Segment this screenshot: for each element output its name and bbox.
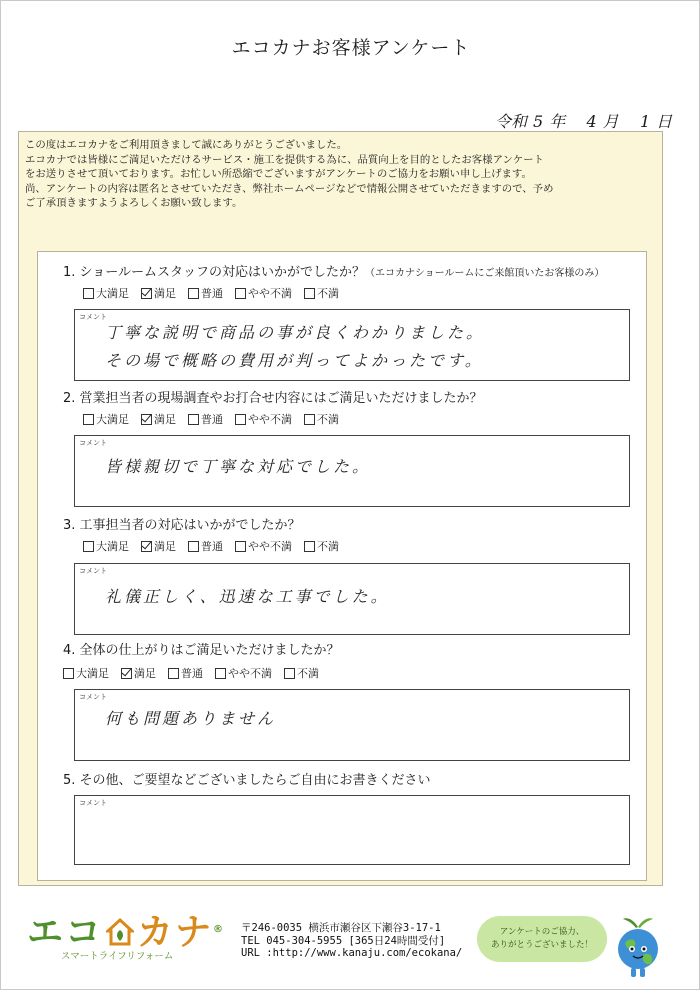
intro-line: ご了承頂きますようよろしくお願い致します。 <box>25 197 243 210</box>
checkbox[interactable] <box>215 668 226 679</box>
intro-text <box>25 138 661 211</box>
option-label: 満足 <box>154 540 176 553</box>
option-2[interactable] <box>141 411 176 427</box>
question-2-options <box>83 411 351 427</box>
checked-checkbox[interactable] <box>141 288 152 299</box>
question-2-title: 2. 営業担当者の現場調査やお打合せ内容にはご満足いただけましたか？ <box>63 391 483 406</box>
option-label: やや不満 <box>228 667 272 680</box>
question-2-comment-box[interactable] <box>74 435 630 507</box>
option-label: 不満 <box>317 287 339 300</box>
checkbox[interactable] <box>304 288 315 299</box>
option-4[interactable] <box>235 538 292 554</box>
checkbox[interactable] <box>168 668 179 679</box>
address-line: 〒246-0035 横浜市瀬谷区下瀬谷3-17-1 <box>241 922 441 934</box>
house-icon <box>106 915 134 945</box>
option-label: 満足 <box>134 667 156 680</box>
intro-line: この度はエコカナをご利用頂きまして誠にありがとうございました。 <box>25 139 348 151</box>
question-5-title: 5. その他、ご要望などございましたらご自由にお書きください <box>63 773 431 788</box>
option-1[interactable] <box>83 411 129 427</box>
question-3-comment-box[interactable] <box>74 563 630 635</box>
option-2[interactable] <box>141 285 176 301</box>
date-day-unit: 日 <box>656 112 673 131</box>
option-5[interactable] <box>304 411 339 427</box>
option-3[interactable] <box>188 411 223 427</box>
checkbox[interactable] <box>235 541 246 552</box>
thanks-speech-bubble <box>477 916 607 962</box>
tel-line: TEL 045-304-5955 [365日24時間受付] <box>241 934 446 947</box>
option-label: 不満 <box>317 540 339 553</box>
earth-mascot-icon <box>607 913 669 983</box>
option-5[interactable] <box>304 285 339 301</box>
option-3[interactable] <box>188 538 223 554</box>
checkbox[interactable] <box>83 414 94 425</box>
question-2-comment-line-1: 皆様親切で丁寧な対応でした。 <box>105 457 372 476</box>
question-1-title: 1. ショールームスタッフの対応はいかがでしたか？（エコカナショールームにご来館頂いたお客様のみ） <box>63 265 605 280</box>
option-1[interactable] <box>63 665 109 681</box>
question-1-note: （エコカナショールームにご来館頂いたお客様のみ） <box>365 268 605 279</box>
option-2[interactable] <box>121 665 156 681</box>
comment-label: コメント <box>79 799 107 807</box>
checkbox[interactable] <box>235 414 246 425</box>
checked-checkbox[interactable] <box>121 668 132 679</box>
intro-line: をお送りさせて頂いております。お忙しい所恐縮でございますがアンケートのご協力をお願い申し上げます。 <box>25 168 532 181</box>
option-label: 普通 <box>201 540 223 553</box>
option-4[interactable] <box>235 411 292 427</box>
logo-subtitle: スマートライフリフォーム <box>61 951 174 962</box>
bubble-line: ありがとうございました！ <box>490 940 593 950</box>
company-address <box>241 922 462 960</box>
logo-registered-mark: ® <box>213 924 226 935</box>
question-1-comment-line-2: その場で概略の費用が判ってよかったです。 <box>105 351 484 370</box>
question-4-comment-box[interactable] <box>74 689 630 761</box>
date-month: 4 <box>586 112 597 131</box>
option-label: 普通 <box>201 413 223 426</box>
checked-checkbox[interactable] <box>141 541 152 552</box>
question-1-options <box>83 285 351 301</box>
comment-label: コメント <box>79 567 107 575</box>
checkbox[interactable] <box>284 668 295 679</box>
checkbox[interactable] <box>188 288 199 299</box>
option-5[interactable] <box>284 665 319 681</box>
option-label: 満足 <box>154 413 176 426</box>
question-1-comment-box[interactable] <box>74 309 630 381</box>
question-4-options <box>63 665 331 681</box>
date-day: 1 <box>639 112 651 131</box>
question-3-title: 3. 工事担当者の対応はいかがでしたか？ <box>63 518 301 533</box>
comment-label: コメント <box>79 313 107 321</box>
date-year: 5 <box>533 112 544 131</box>
comment-label: コメント <box>79 439 107 447</box>
checkbox[interactable] <box>304 541 315 552</box>
url-line: URL :http://www.kanaju.com/ecokana/ <box>241 947 463 959</box>
option-label: やや不満 <box>248 540 292 553</box>
checkbox[interactable] <box>83 288 94 299</box>
question-3-options <box>83 538 351 554</box>
question-4-title: 4. 全体の仕上がりはご満足いただけましたか？ <box>63 643 340 658</box>
option-label: 大満足 <box>76 667 109 680</box>
option-label: 満足 <box>154 287 176 300</box>
intro-line: エコカナでは皆様にご満足いただけるサービス・施工を提供する為に、品質向上を目的としたお客様アンケート <box>25 153 544 166</box>
checkbox[interactable] <box>235 288 246 299</box>
survey-title: エコカナお客様アンケート <box>231 37 471 59</box>
option-2[interactable] <box>141 538 176 554</box>
option-3[interactable] <box>188 285 223 301</box>
option-4[interactable] <box>215 665 272 681</box>
comment-label: コメント <box>79 693 107 701</box>
option-1[interactable] <box>83 538 129 554</box>
logo-text-left: エコ <box>27 912 104 953</box>
bubble-line: アンケートのご協力、 <box>499 927 585 937</box>
checked-checkbox[interactable] <box>141 414 152 425</box>
option-label: 普通 <box>181 667 203 680</box>
question-1-comment-line-1: 丁寧な説明で商品の事が良くわかりました。 <box>105 323 486 342</box>
date-month-unit: 月 <box>602 112 619 131</box>
option-label: 大満足 <box>96 287 129 300</box>
option-4[interactable] <box>235 285 292 301</box>
option-label: やや不満 <box>248 413 292 426</box>
checkbox[interactable] <box>188 414 199 425</box>
question-4-comment-line-1: 何も問題ありません <box>105 709 277 728</box>
logo-text-right: カナ <box>137 912 214 953</box>
option-label: やや不満 <box>248 287 292 300</box>
survey-date <box>495 109 678 132</box>
checkbox[interactable] <box>83 541 94 552</box>
option-label: 大満足 <box>96 540 129 553</box>
question-3-comment-line-1: 礼儀正しく、迅速な工事でした。 <box>105 587 390 606</box>
checkbox[interactable] <box>63 668 74 679</box>
date-year-unit: 年 <box>549 112 566 131</box>
option-label: 普通 <box>201 287 223 300</box>
option-5[interactable] <box>304 538 339 554</box>
question-5-comment-box[interactable] <box>74 795 630 865</box>
checkbox[interactable] <box>188 541 199 552</box>
option-label: 不満 <box>297 667 319 680</box>
checkbox[interactable] <box>304 414 315 425</box>
option-label: 大満足 <box>96 413 129 426</box>
option-3[interactable] <box>168 665 203 681</box>
intro-line: 尚、アンケートの内容は匿名とさせていただき、弊社ホームページなどで情報公開させていただきますので、予め <box>25 182 554 195</box>
option-label: 不満 <box>317 413 339 426</box>
date-era: 令和 <box>495 112 528 131</box>
option-1[interactable] <box>83 285 129 301</box>
